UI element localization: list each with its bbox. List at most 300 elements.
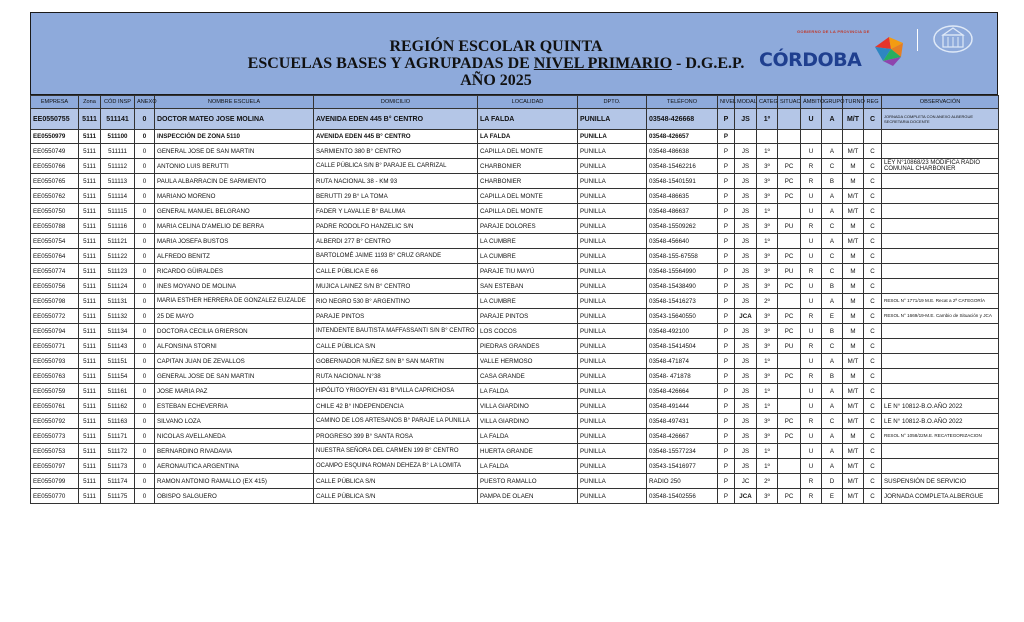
cell-obs: [882, 264, 999, 279]
cell-telefono: 03543-15640550: [647, 309, 718, 324]
cell-domicilio: BERUTTI 29 B° LA TOMA: [314, 189, 478, 204]
cell-reg: C: [864, 309, 882, 324]
cell-localidad: LA FALDA: [478, 384, 578, 399]
cell-nivel: P: [718, 429, 735, 444]
cell-nivel: P: [718, 249, 735, 264]
column-header: TELÉFONO: [647, 96, 718, 109]
cell-situac: [778, 130, 801, 144]
cell-ambito: U: [801, 144, 822, 159]
cell-cod: 511111: [101, 144, 135, 159]
cell-reg: C: [864, 474, 882, 489]
cell-situac: PC: [778, 489, 801, 504]
cell-telefono: 03548-15462216: [647, 159, 718, 174]
schools-table: [30, 95, 999, 504]
cell-reg: C: [864, 354, 882, 369]
column-header: GRUPO: [822, 96, 843, 109]
cell-categ: 1º: [757, 459, 778, 474]
cell-nivel: P: [718, 474, 735, 489]
cell-situac: PC: [778, 369, 801, 384]
cell-categ: 2º: [757, 294, 778, 309]
cell-localidad: LA CUMBRE: [478, 234, 578, 249]
cell-grupo: C: [822, 339, 843, 354]
cell-reg: C: [864, 459, 882, 474]
logo-mark-icon: [871, 33, 905, 67]
cell-grupo: B: [822, 279, 843, 294]
cell-reg: C: [864, 159, 882, 174]
cell-ambito: R: [801, 309, 822, 324]
cell-localidad: LA FALDA: [478, 429, 578, 444]
table-row: [31, 279, 999, 294]
cell-nombre: SILVANO LOZA: [155, 414, 314, 429]
table-row: [31, 234, 999, 249]
cell-localidad: LOS COCOS: [478, 324, 578, 339]
cell-modal: [735, 130, 757, 144]
cell-modal: JS: [735, 384, 757, 399]
cell-cod: 511161: [101, 384, 135, 399]
cell-telefono: 03548-15414504: [647, 339, 718, 354]
cell-obs: [882, 219, 999, 234]
cell-categ: 3º: [757, 159, 778, 174]
cell-dpto: PUNILLA: [578, 339, 647, 354]
cell-modal: JS: [735, 249, 757, 264]
cell-reg: C: [864, 249, 882, 264]
cell-categ: 1º: [757, 144, 778, 159]
cell-ambito: R: [801, 414, 822, 429]
cell-cod: 511112: [101, 159, 135, 174]
cell-situac: PC: [778, 309, 801, 324]
cell-nivel: P: [718, 444, 735, 459]
cell-cod: 511143: [101, 339, 135, 354]
cell-ambito: U: [801, 204, 822, 219]
cell-empresa: EE0550761: [31, 399, 79, 414]
cell-cod: 511141: [101, 109, 135, 130]
cell-nombre: GENERAL JOSE DE SAN MARTIN: [155, 369, 314, 384]
cell-obs: [882, 324, 999, 339]
cell-telefono: 03548-15416273: [647, 294, 718, 309]
cell-nombre: MARIANO MORENO: [155, 189, 314, 204]
cell-zona: 5111: [79, 474, 101, 489]
cell-zona: 5111: [79, 429, 101, 444]
cell-turno: M/T: [843, 144, 864, 159]
cell-dpto: PUNILLA: [578, 369, 647, 384]
cell-categ: 3º: [757, 219, 778, 234]
cell-turno: M/T: [843, 384, 864, 399]
cell-categ: 3º: [757, 324, 778, 339]
cell-turno: M: [843, 279, 864, 294]
cell-modal: JS: [735, 234, 757, 249]
cell-dpto: PUNILLA: [578, 444, 647, 459]
cell-nivel: P: [718, 324, 735, 339]
cell-obs: [882, 144, 999, 159]
column-header: LOCALIDAD: [478, 96, 578, 109]
cell-situac: [778, 399, 801, 414]
cell-modal: JS: [735, 444, 757, 459]
cell-reg: C: [864, 429, 882, 444]
cell-reg: C: [864, 234, 882, 249]
cell-grupo: A: [822, 294, 843, 309]
cell-ambito: U: [801, 459, 822, 474]
cell-modal: JS: [735, 159, 757, 174]
cell-ambito: [801, 130, 822, 144]
cell-zona: 5111: [79, 109, 101, 130]
cell-dpto: PUNILLA: [578, 474, 647, 489]
cell-domicilio: CHILE 42 B° INDEPENDENCIA: [314, 399, 478, 414]
cell-cod: 511121: [101, 234, 135, 249]
cell-dpto: PUNILLA: [578, 459, 647, 474]
table-row: [31, 339, 999, 354]
table-body: [31, 109, 999, 504]
cell-zona: 5111: [79, 399, 101, 414]
cell-nombre: PAULA ALBARRACIN DE SARMIENTO: [155, 174, 314, 189]
cell-zona: 5111: [79, 339, 101, 354]
cell-anexo: 0: [135, 309, 155, 324]
cell-anexo: 0: [135, 294, 155, 309]
cell-localidad: LA FALDA: [478, 459, 578, 474]
table-row: [31, 369, 999, 384]
cell-nombre: INES MOYANO DE MOLINA: [155, 279, 314, 294]
cell-categ: 3º: [757, 264, 778, 279]
document-sheet: [30, 12, 998, 504]
cell-nivel: P: [718, 264, 735, 279]
cell-ambito: U: [801, 109, 822, 130]
cell-nivel: P: [718, 294, 735, 309]
cell-nombre: 25 DE MAYO: [155, 309, 314, 324]
document-title: [181, 38, 811, 89]
cell-obs: [882, 234, 999, 249]
cell-zona: 5111: [79, 234, 101, 249]
cell-turno: M: [843, 174, 864, 189]
cell-zona: 5111: [79, 189, 101, 204]
cell-telefono: 03548-486637: [647, 204, 718, 219]
cell-localidad: CAPILLA DEL MONTE: [478, 189, 578, 204]
cell-nivel: P: [718, 174, 735, 189]
cell-situac: [778, 474, 801, 489]
cell-dpto: PUNILLA: [578, 234, 647, 249]
column-header: DPTO.: [578, 96, 647, 109]
cell-nombre: ALFONSINA STORNI: [155, 339, 314, 354]
cell-telefono: 03548-471874: [647, 354, 718, 369]
table-row: [31, 294, 999, 309]
cell-empresa: EE0550750: [31, 204, 79, 219]
cell-turno: M/T: [843, 459, 864, 474]
cell-empresa: EE0550762: [31, 189, 79, 204]
cell-obs: LEY N°10868/23 MODIFICA RADIO COMUNAL CHARBONIER: [882, 159, 999, 174]
cell-reg: C: [864, 264, 882, 279]
cell-domicilio: FADER Y LAVALLE B° BALUMA: [314, 204, 478, 219]
cell-domicilio: INTENDENTE BAUTISTA MAFFASSANTI S/N B° CENTRO: [314, 324, 478, 339]
cell-dpto: PUNILLA: [578, 109, 647, 130]
cell-ambito: U: [801, 399, 822, 414]
cell-domicilio: PARAJE PINTOS: [314, 309, 478, 324]
cell-anexo: 0: [135, 109, 155, 130]
cell-anexo: 0: [135, 414, 155, 429]
cell-dpto: PUNILLA: [578, 309, 647, 324]
cell-telefono: 03548-486635: [647, 189, 718, 204]
cell-zona: 5111: [79, 279, 101, 294]
cell-domicilio: PROGRESO 399 B° SANTA ROSA: [314, 429, 478, 444]
cell-cod: 511134: [101, 324, 135, 339]
cell-obs: RESOL N° 1669/19-M.E. Cambio de Situación y JCA: [882, 309, 999, 324]
cell-turno: M/T: [843, 204, 864, 219]
cell-dpto: PUNILLA: [578, 130, 647, 144]
cell-anexo: 0: [135, 369, 155, 384]
cell-telefono: 03548-426664: [647, 384, 718, 399]
cell-anexo: 0: [135, 279, 155, 294]
cell-empresa: EE0550755: [31, 109, 79, 130]
cell-grupo: A: [822, 399, 843, 414]
cell-situac: [778, 294, 801, 309]
cell-modal: JS: [735, 144, 757, 159]
cell-zona: 5111: [79, 309, 101, 324]
cell-situac: PU: [778, 264, 801, 279]
cell-telefono: 03548-456640: [647, 234, 718, 249]
cell-turno: M: [843, 294, 864, 309]
cell-nombre: RAMON ANTONIO RAMALLO (EX 415): [155, 474, 314, 489]
cell-dpto: PUNILLA: [578, 384, 647, 399]
cell-localidad: PIEDRAS GRANDES: [478, 339, 578, 354]
cell-reg: [864, 130, 882, 144]
cell-reg: C: [864, 384, 882, 399]
cell-categ: 3º: [757, 189, 778, 204]
cell-domicilio: MUJICA LAINEZ S/N B° CENTRO: [314, 279, 478, 294]
cell-nivel: P: [718, 339, 735, 354]
table-row: [31, 429, 999, 444]
title-region: REGIÓN ESCOLAR QUINTA: [389, 38, 603, 55]
cell-modal: JS: [735, 459, 757, 474]
cell-categ: 3º: [757, 309, 778, 324]
cell-zona: 5111: [79, 414, 101, 429]
cell-empresa: EE0550756: [31, 279, 79, 294]
cell-cod: 511162: [101, 399, 135, 414]
cell-situac: PC: [778, 249, 801, 264]
cell-telefono: 03548- 471878: [647, 369, 718, 384]
cell-zona: 5111: [79, 369, 101, 384]
cell-zona: 5111: [79, 144, 101, 159]
cell-grupo: B: [822, 369, 843, 384]
cell-zona: 5111: [79, 249, 101, 264]
cell-nombre: OBISPO SALGUERO: [155, 489, 314, 504]
cell-grupo: D: [822, 474, 843, 489]
cordoba-logo: [759, 27, 909, 77]
title-subject: ESCUELAS BASES Y AGRUPADAS DE NIVEL PRIMARIO - D.G.E.P.: [247, 55, 745, 72]
cell-cod: 511122: [101, 249, 135, 264]
cell-grupo: C: [822, 249, 843, 264]
cell-zona: 5111: [79, 354, 101, 369]
cell-turno: M/T: [843, 414, 864, 429]
cell-obs: [882, 444, 999, 459]
cell-situac: PC: [778, 324, 801, 339]
cell-grupo: A: [822, 109, 843, 130]
cell-grupo: E: [822, 489, 843, 504]
cell-situac: PC: [778, 159, 801, 174]
cell-reg: C: [864, 144, 882, 159]
cell-modal: JS: [735, 264, 757, 279]
cell-categ: 2º: [757, 474, 778, 489]
cell-domicilio: RUTA NACIONAL 38 - KM 93: [314, 174, 478, 189]
cell-ambito: R: [801, 219, 822, 234]
table-header-row: [31, 96, 999, 109]
cell-empresa: EE0550749: [31, 144, 79, 159]
cell-obs: [882, 204, 999, 219]
cell-situac: PC: [778, 174, 801, 189]
cell-ambito: U: [801, 444, 822, 459]
cell-nivel: P: [718, 219, 735, 234]
cell-dpto: PUNILLA: [578, 159, 647, 174]
cell-ambito: U: [801, 189, 822, 204]
cell-dpto: PUNILLA: [578, 489, 647, 504]
cell-dpto: PUNILLA: [578, 144, 647, 159]
table-row: [31, 474, 999, 489]
cell-dpto: PUNILLA: [578, 264, 647, 279]
cell-domicilio: NUESTRA SEÑORA DEL CARMEN 199 B° CENTRO: [314, 444, 478, 459]
provincial-seal-icon: [931, 23, 975, 55]
cell-localidad: PARAJE DOLORES: [478, 219, 578, 234]
cell-localidad: LA CUMBRE: [478, 249, 578, 264]
cell-cod: 511123: [101, 264, 135, 279]
cell-dpto: PUNILLA: [578, 324, 647, 339]
cell-domicilio: CALLE PÚBLICA S/N B° PARAJE EL CARRIZAL: [314, 159, 478, 174]
cell-turno: M/T: [843, 109, 864, 130]
cell-anexo: 0: [135, 489, 155, 504]
cell-nombre: ESTEBAN ECHEVERRIA: [155, 399, 314, 414]
cell-telefono: 03548-155-67558: [647, 249, 718, 264]
cell-modal: JS: [735, 204, 757, 219]
cell-domicilio: RUTA NACIONAL N°38: [314, 369, 478, 384]
table-row: [31, 249, 999, 264]
cell-ambito: R: [801, 474, 822, 489]
cell-telefono: 03548-15577234: [647, 444, 718, 459]
cell-domicilio: CALLE PÚBLICA S/N: [314, 339, 478, 354]
cell-anexo: 0: [135, 204, 155, 219]
cell-ambito: R: [801, 174, 822, 189]
cell-empresa: EE0550794: [31, 324, 79, 339]
document-header: [30, 12, 998, 95]
cell-turno: M: [843, 309, 864, 324]
cell-nivel: P: [718, 354, 735, 369]
logo-wordmark: CÓRDOBA: [759, 49, 862, 71]
cell-cod: 511113: [101, 174, 135, 189]
cell-categ: [757, 130, 778, 144]
cell-nivel: P: [718, 234, 735, 249]
cell-localidad: CAPILLA DEL MONTE: [478, 204, 578, 219]
cell-zona: 5111: [79, 219, 101, 234]
cell-turno: [843, 130, 864, 144]
cell-categ: 1º: [757, 444, 778, 459]
table-row: [31, 219, 999, 234]
cell-reg: C: [864, 294, 882, 309]
cell-nivel: P: [718, 309, 735, 324]
cell-grupo: B: [822, 174, 843, 189]
cell-categ: 3º: [757, 279, 778, 294]
cell-obs: LE N° 10812-B.O.AÑO 2022: [882, 414, 999, 429]
table-row: [31, 459, 999, 474]
cell-modal: JC: [735, 474, 757, 489]
cell-zona: 5111: [79, 459, 101, 474]
cell-cod: 511100: [101, 130, 135, 144]
cell-situac: PC: [778, 414, 801, 429]
cell-empresa: EE0550766: [31, 159, 79, 174]
cell-nivel: P: [718, 384, 735, 399]
cell-empresa: EE0550979: [31, 130, 79, 144]
logo-divider: [917, 29, 918, 51]
cell-domicilio: CALLE PÚBLICA S/N: [314, 474, 478, 489]
cell-domicilio: PADRE RODOLFO HANZELIC S/N: [314, 219, 478, 234]
cell-categ: 3º: [757, 339, 778, 354]
cell-telefono: 03548-426668: [647, 109, 718, 130]
cell-dpto: PUNILLA: [578, 429, 647, 444]
cell-cod: 511132: [101, 309, 135, 324]
cell-obs: RESOL N° 1771/19 M.E. Recat a 2ª CATEGORÍA: [882, 294, 999, 309]
cell-situac: PU: [778, 339, 801, 354]
cell-empresa: EE0550788: [31, 219, 79, 234]
cell-grupo: E: [822, 309, 843, 324]
cell-categ: 3º: [757, 489, 778, 504]
cell-reg: C: [864, 339, 882, 354]
cell-situac: PU: [778, 219, 801, 234]
cell-localidad: PARAJE PINTOS: [478, 309, 578, 324]
cell-nivel: P: [718, 459, 735, 474]
cell-obs: [882, 189, 999, 204]
cell-grupo: A: [822, 234, 843, 249]
cell-grupo: C: [822, 264, 843, 279]
cell-domicilio: ALBERDI 277 B° CENTRO: [314, 234, 478, 249]
cell-categ: 1º: [757, 354, 778, 369]
cell-zona: 5111: [79, 264, 101, 279]
cell-reg: C: [864, 204, 882, 219]
cell-obs: [882, 354, 999, 369]
cell-nombre: DOCTORA CECILIA GRIERSON: [155, 324, 314, 339]
cell-localidad: HUERTA GRANDE: [478, 444, 578, 459]
cell-grupo: A: [822, 384, 843, 399]
cell-turno: M: [843, 369, 864, 384]
cell-anexo: 0: [135, 429, 155, 444]
cell-zona: 5111: [79, 324, 101, 339]
cell-obs: LE N° 10812-B.O.AÑO 2022: [882, 399, 999, 414]
cell-obs: [882, 369, 999, 384]
cell-turno: M: [843, 159, 864, 174]
cell-zona: 5111: [79, 444, 101, 459]
cell-modal: JS: [735, 189, 757, 204]
cell-anexo: 0: [135, 459, 155, 474]
cell-situac: PC: [778, 279, 801, 294]
cell-ambito: R: [801, 489, 822, 504]
cell-nivel: P: [718, 279, 735, 294]
cell-telefono: 03548-491444: [647, 399, 718, 414]
cell-localidad: SAN ESTEBAN: [478, 279, 578, 294]
cell-telefono: 03548-426667: [647, 429, 718, 444]
cell-zona: 5111: [79, 159, 101, 174]
cell-telefono: 03548-426657: [647, 130, 718, 144]
cell-cod: 511151: [101, 354, 135, 369]
cell-cod: 511163: [101, 414, 135, 429]
table-row: [31, 130, 999, 144]
cell-ambito: R: [801, 264, 822, 279]
cell-grupo: A: [822, 144, 843, 159]
cell-grupo: C: [822, 414, 843, 429]
cell-dpto: PUNILLA: [578, 219, 647, 234]
cell-turno: M/T: [843, 444, 864, 459]
cell-obs: [882, 279, 999, 294]
column-header: ANEXO: [135, 96, 155, 109]
cell-anexo: 0: [135, 189, 155, 204]
title-year: AÑO 2025: [460, 72, 532, 89]
cell-cod: 511115: [101, 204, 135, 219]
cell-domicilio: AVENIDA EDEN 445 B° CENTRO: [314, 109, 478, 130]
cell-telefono: 03548-15401591: [647, 174, 718, 189]
cell-cod: 511131: [101, 294, 135, 309]
cell-anexo: 0: [135, 130, 155, 144]
cell-localidad: CHARBONIER: [478, 159, 578, 174]
